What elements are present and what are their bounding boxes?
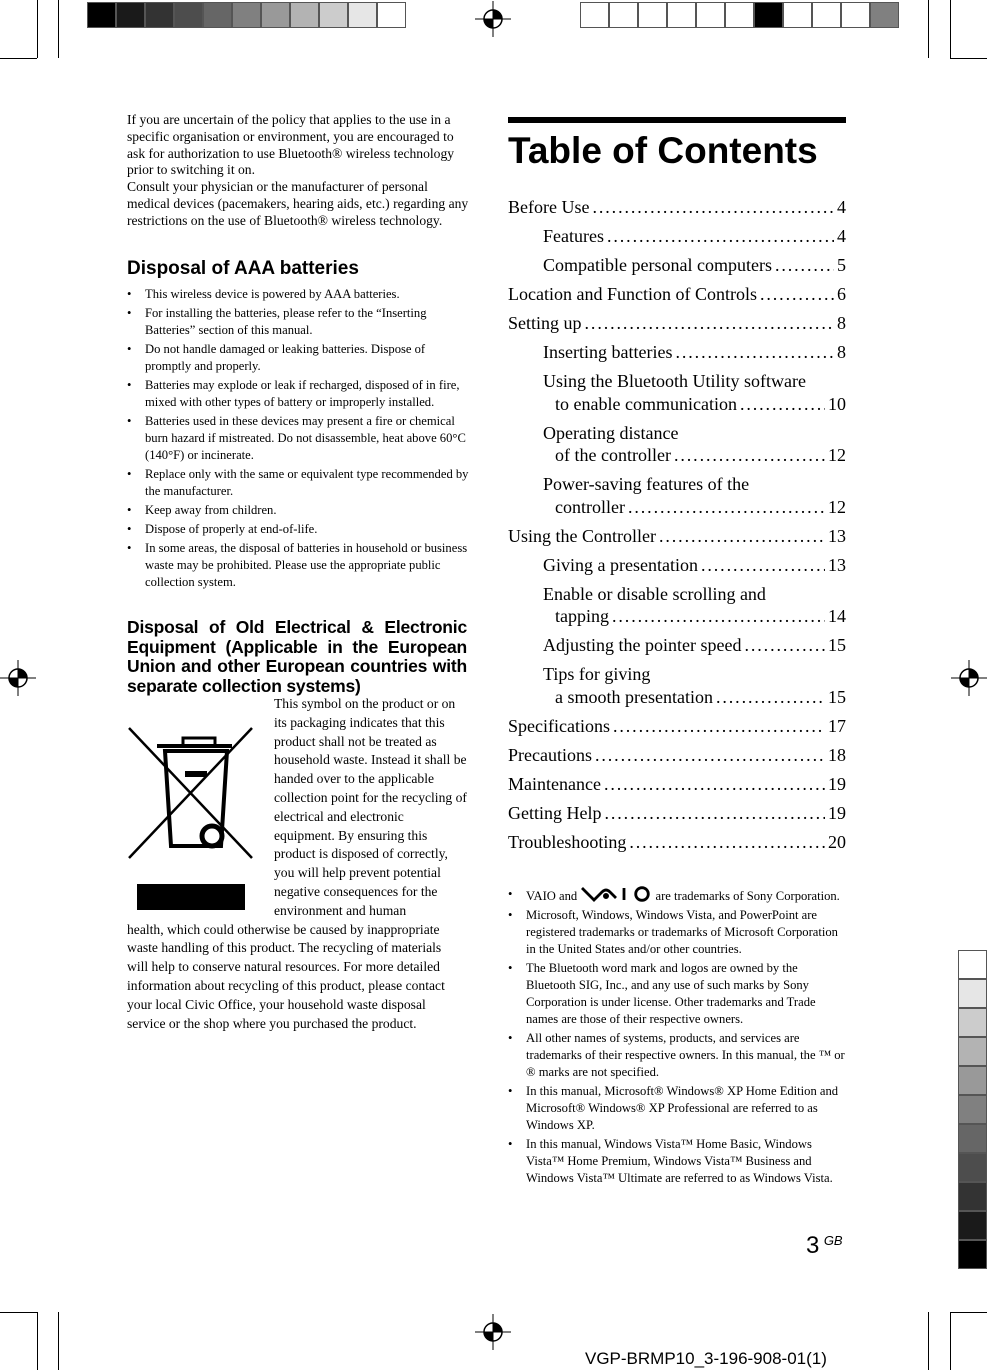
weee-section [127,618,467,1033]
toc-entry-title: Enable or disable scrolling and [543,583,766,604]
battery-item: • In some areas, the disposal of batteries in household or business waste may be prohibited. Please use the appropriate public collection system. [127,540,469,591]
toc-entry-title: Compatible personal computers [543,255,772,275]
battery-item: • Replace only with the same or equivalent type recommended by the manufacturer. [127,466,469,500]
footer-code: VGP-BRMP10_3-196-908-01(1) [585,1349,827,1368]
crop-mark [950,1312,987,1313]
trademark-item: • All other names of systems, products, and services are trademarks of their respective owners. In this manual, the ™ or ® marks are not specified. [508,1030,850,1081]
toc-entry[interactable] [508,473,846,518]
color-swatch [812,2,841,28]
toc-entry-title: Before Use [508,197,590,217]
toc-title: Table of Contents [508,130,818,171]
toc-page-number: 19 [828,802,846,823]
battery-item: • Batteries may explode or leak if recharged, disposed of in fire, mixed with other types of battery or improperly installed. [127,377,469,411]
dot-leader [613,715,825,738]
color-swatch [958,1008,987,1037]
color-swatch [638,2,667,28]
toc-entry-title: Maintenance [508,773,601,794]
battery-item: • Do not handle damaged or leaking batteries. Dispose of promptly and properly. [127,341,469,375]
battery-item: • Keep away from children. [127,502,469,519]
battery-item: • For installing the batteries, please refer to the “Inserting Batteries” section of this manual. [127,305,469,339]
registration-mark-icon [475,1314,511,1350]
color-swatch [754,2,783,28]
registration-mark-icon [475,1,511,37]
dot-leader [607,225,834,248]
toc-entry-title: Adjusting the pointer speed [543,635,742,655]
color-swatch [958,1153,987,1182]
color-swatch [145,2,174,28]
trademark-list [508,886,850,1187]
toc-entry[interactable] [508,773,846,796]
toc-page-number: 12 [828,445,846,465]
toc-entry[interactable] [508,370,846,415]
dot-leader [628,496,825,519]
toc-entry[interactable] [508,196,846,219]
table-of-contents [508,196,846,860]
dot-leader [604,773,825,796]
toc-entry-title: a smooth presentation [555,686,713,707]
toc-page-number: 5 [837,255,846,275]
color-swatch [958,1211,987,1240]
toc-entry-title: Troubleshooting [508,831,627,852]
toc-entry-title: of the controller [555,445,671,465]
crop-mark [0,58,37,59]
toc-entry-title: Tips for giving [543,664,651,684]
registration-mark-icon [0,660,36,696]
color-swatch [696,2,725,28]
crop-mark [950,1312,951,1370]
toc-entry[interactable] [508,583,846,628]
toc-entry-title: Getting Help [508,802,602,823]
color-swatch [958,1182,987,1211]
color-swatch [609,2,638,28]
toc-page-number: 17 [828,715,846,736]
toc-entry-title: tapping [555,606,609,626]
toc-page-number: 19 [828,773,846,794]
dot-leader [595,744,825,767]
trademark-item: • In this manual, Microsoft® Windows® XP Home Edition and Microsoft® Windows® XP Professional are referred to as Windows XP. [508,1083,850,1134]
dot-leader [585,312,834,335]
trademark-item: • The Bluetooth word mark and logos are owned by the Bluetooth SIG, Inc., and any use of such marks by Sony Corporation is under license. Other trademarks and Trade names are those of their respective owners. [508,960,850,1028]
toc-entry[interactable] [508,715,846,738]
crop-mark [928,0,929,58]
toc-entry[interactable] [508,525,846,548]
weee-symbol [127,696,274,921]
toc-entry-title: Features [543,226,604,246]
color-swatch [377,2,406,28]
weee-full-text: health, which could otherwise be caused by inappropriate waste handling of this product. The recycling of materials will help to conserve natural resources. For more detailed information about recycling of this product, please contact your local Civic Office, your household waste disposal service or the shop where you purchased the product. [127,921,445,1031]
dot-leader [629,831,825,854]
toc-page-number: 18 [828,744,846,765]
crop-mark [58,1312,59,1370]
toc-entry-title: controller [555,496,625,517]
trademark-item: • Microsoft, Windows, Windows Vista, and PowerPoint are registered trademarks or trademarks of Microsoft Corporation in the United States and/or other countries. [508,907,850,958]
toc-entry-title: Power-saving features of the [543,474,750,494]
toc-entry-title: Using the Bluetooth Utility software [543,371,806,391]
toc-page-number: 4 [837,226,846,246]
trademarks [508,886,850,1189]
crop-mark [950,0,951,58]
dot-leader [744,634,825,657]
dot-leader [674,444,825,467]
color-swatch [958,1066,987,1095]
toc-entry[interactable] [508,744,846,767]
color-swatch [261,2,290,28]
vaio-logo [580,886,652,902]
battery-item: • This wireless device is powered by AAA batteries. [127,286,469,303]
battery-item: • Batteries used in these devices may present a fire or chemical burn hazard if mistreated. Do not disassemble, heat above 60°C (140°F) or incinerate. [127,413,469,464]
toc-entry-title: Giving a presentation [543,554,698,575]
toc-entry[interactable] [508,663,846,708]
crop-mark [0,1312,37,1313]
toc-entry-title: Setting up [508,313,582,333]
toc-page-number: 15 [828,635,846,655]
crop-mark [928,1312,929,1370]
color-swatch [319,2,348,28]
toc-entry-title: Using the Controller [508,525,656,546]
color-swatch [958,979,987,1008]
color-swatch [958,1095,987,1124]
batteries-section [127,259,469,593]
dot-leader [701,554,825,577]
toc-entry[interactable] [508,422,846,467]
crossed-bin-icon [127,726,257,916]
toc-entry[interactable] [508,254,846,277]
color-swatch [116,2,145,28]
color-swatch [87,2,116,28]
color-swatch [958,1240,987,1269]
dot-leader [675,341,834,364]
toc-page-number: 6 [837,284,846,304]
toc-entry-title: Specifications [508,715,610,736]
batteries-heading: Disposal of AAA batteries [127,258,359,279]
registration-mark-icon [951,660,987,696]
toc-entry-title: to enable communication [555,393,737,414]
toc-page-number: 20 [828,831,846,852]
crop-mark [58,0,59,58]
toc-entry[interactable] [508,283,846,306]
color-swatch [783,2,812,28]
title-rule [508,117,846,123]
dot-leader [740,393,825,416]
toc-entry[interactable] [508,225,846,248]
toc-entry[interactable] [508,312,846,335]
crop-mark [37,1312,38,1370]
toc-page-number: 8 [837,313,846,333]
color-swatch [174,2,203,28]
color-swatch [232,2,261,28]
dot-leader [612,605,825,628]
color-swatch [290,2,319,28]
color-swatch [725,2,754,28]
toc-page-number: 10 [828,393,846,414]
toc-page-number: 13 [828,554,846,575]
trademark-item: • In this manual, Windows Vista™ Home Basic, Windows Vista™ Home Premium, Windows Vista™ Business and Windows Vista™ Ultimate are referred to as Windows Vista. [508,1136,850,1187]
toc-entry[interactable] [508,554,846,577]
color-swatch [958,1124,987,1153]
toc-entry[interactable] [508,634,846,657]
dot-leader [716,686,825,709]
trademark-item: • VAIO and are trademarks of Sony Corporation. [508,886,850,905]
color-swatch [841,2,870,28]
color-swatch [958,950,987,979]
color-swatch [203,2,232,28]
toc-entry-title: Operating distance [543,422,679,443]
toc-entry-title: Inserting batteries [543,342,673,362]
intro-paragraph: Consult your physician or the manufacturer of personal medical devices (pacemakers, hearing aids, etc.) regarding any restrictions on the use of Bluetooth® wireless technology. [127,179,469,228]
dot-leader [659,525,825,548]
toc-page-number: 12 [828,496,846,517]
color-swatch [958,1037,987,1066]
weee-side-text: This symbol on the product or on its packaging indicates that this product shall not be treated as household waste. Instead it shall be handed over to the applicable collection point for the recycling of electrical and electronic equipment. By ensuring this product is disposed of correctly, you will help prevent potential negative consequences for the environment and human [274,696,467,918]
toc-entry[interactable] [508,831,846,854]
toc-page-number: 8 [837,342,846,362]
dot-leader [592,196,834,219]
toc-page-number: 15 [828,686,846,707]
toc-page-number: 4 [837,197,846,217]
toc-entry-title: Location and Function of Controls [508,284,757,304]
page-number: 3 $^{GB}$ [806,1232,843,1259]
toc-page-number: 14 [828,606,846,626]
batteries-list [127,286,469,591]
bluetooth-notice [127,112,472,230]
dot-leader [604,802,825,825]
color-swatch [348,2,377,28]
toc-entry-title: Precautions [508,744,592,765]
battery-item: • Dispose of properly at end-of-life. [127,521,469,538]
color-swatch [580,2,609,28]
toc-entry[interactable] [508,341,846,364]
weee-heading: Disposal of Old Electrical & Electronic Equipment (Applicable in the European Union and other European countries with separate collection systems) [127,617,467,696]
toc-page-number: 13 [828,525,846,546]
toc-entry[interactable] [508,802,846,825]
dot-leader [760,283,834,306]
crop-mark [950,58,987,59]
color-swatch [667,2,696,28]
dot-leader [775,254,834,277]
crop-mark [37,0,38,58]
color-swatch [870,2,899,28]
intro-paragraph: If you are uncertain of the policy that applies to the use in a specific organisation or environment, you are encouraged to ask for authorization to use Bluetooth® wireless technology prior to switching it on. [127,112,455,178]
